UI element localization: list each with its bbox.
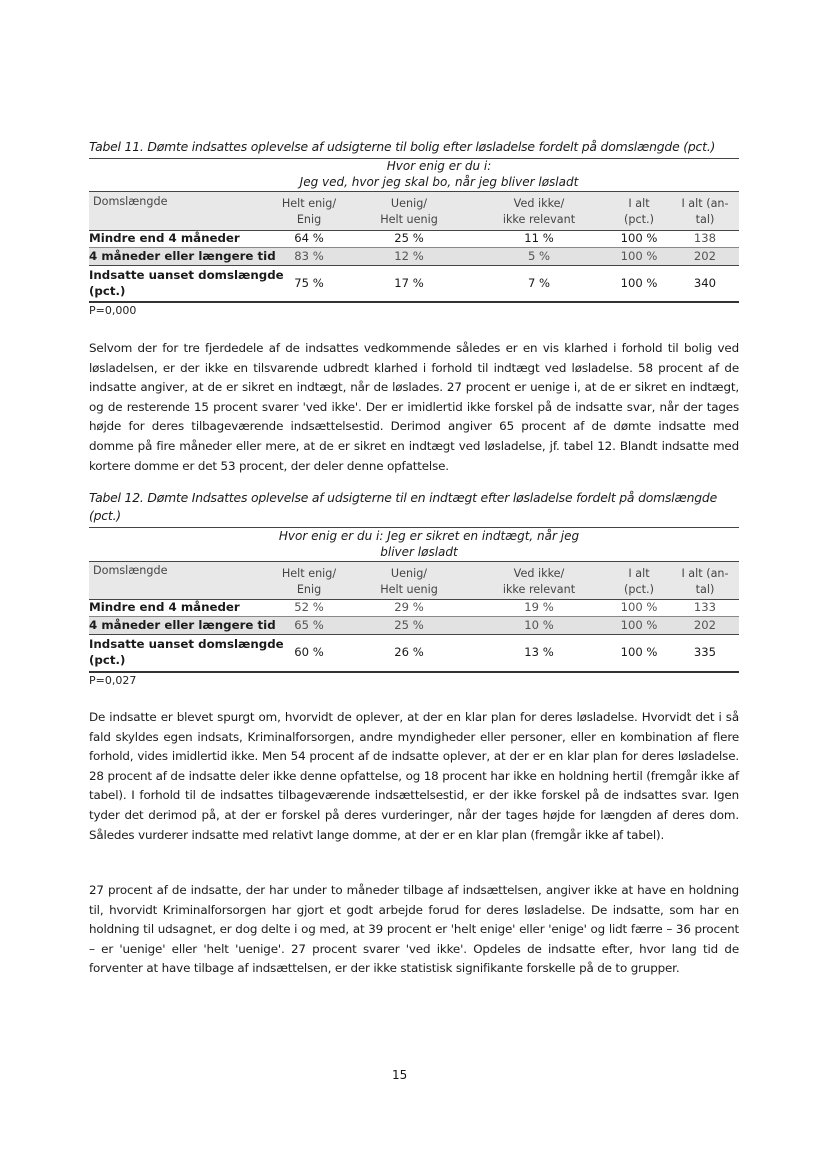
paragraph-1: Selvom der for tre fjerdedele af de indsattes vedkommende således er en vis klarhed i forhold til bolig ved løsladelsen, er der ikke en tilsvarende udbredt klarhed i forhold til indtægt ved løsladelse. 58 procent af de indsatte angiver, at de er sikret en indtægt, når de løslades. 27 procent er uenige i, at de er sikret en indtægt, og de resterende 15 procent svarer 'ved ikke'. Der er imidlertid ikke forskel på de indsatte svar, når der tages højde for deres tilbageværende indsættelsestid. Derimod angiver 65 procent af de dømte indsatte med domme på fire måneder eller mere, at de er sikret en indtægt ved løsladelse, jf. tabel 12. Blandt indsatte med kortere domme er det 53 procent, der deler denne opfattelse. [89,341,739,473]
table11-row-header: Domslængde [93,195,168,208]
table11-row2-val3: 5 % [527,249,551,263]
table12-bottom-rule [89,671,739,673]
table11-total-val4: 100 % [620,276,658,290]
table11-row1-label: Mindre end 4 måneder [89,231,240,245]
table12-row-rule [89,634,739,635]
table12 [89,526,739,676]
table11-col3-line2: ikke relevant [502,213,576,226]
page-number: 15 [392,1068,408,1082]
table11-total-val3: 7 % [527,276,551,290]
table12-total-val3: 13 % [524,645,554,659]
table11-total-label-2: (pct.) [89,284,126,298]
table11-row1-val2: 25 % [394,231,424,245]
table11-col2-line2: Helt uenig [380,213,438,226]
table11-col1-line1: Helt enig/ [281,197,337,210]
table12-pvalue: P=0,027 [89,674,137,687]
table11-row1-val3: 11 % [524,231,554,245]
table12-total-val2: 26 % [394,645,424,659]
table12-row1-val5: 133 [693,600,717,614]
table12-total-val1: 60 % [294,645,324,659]
table12-total-val5: 335 [693,645,717,659]
table11-row2-val5: 202 [693,249,717,263]
table12-col2-line1: Uenig/ [390,567,428,580]
table11-col5-line2: tal) [695,213,715,226]
paragraph-2: De indsatte er blevet spurgt om, hvorvidt de oplever, at der en klar plan for deres løsladelse. Hvorvidt det i så fald skyldes egen indsats, Kriminalforsorgen, andre myndigheder eller personer, eller en kombination af flere forhold, vides imidlertid ikke. Men 54 procent af de indsatte oplever, at der er en klar plan for deres løsladelse. 28 procent af de indsatte deler ikke denne opfattelse, og 18 procent har ikke en holdning hertil (fremgår ikke af tabel). I forhold til de indsattes tilbageværende indsættelsestid, er der ikke forskel på de indsattes svar. Igen tyder det derimod på, at der er forskel på deres vurderinger, når der tages højde for længden af deres dom. Således vurderer indsatte med relativt lange domme, at der er en klar plan (fremgår ikke af tabel). [89,710,739,842]
table12-col4-line1: I alt [628,567,650,580]
table11-caption: Tabel 11. Dømte indsattes oplevelse af udsigterne til bolig efter løsladelse fordelt på domslængde (pct.) [89,139,716,154]
table11-col4-line1: I alt [628,197,650,210]
table11-row1-val5: 138 [693,231,717,245]
table12-col3-line2: ikke relevant [502,583,576,596]
table12-row1-val3: 19 % [524,600,554,614]
table12-col5-line2: tal) [695,583,715,596]
table12-col1-line2: Enig [296,583,322,596]
table12-top-rule [89,527,739,528]
table11-pvalue: P=0,000 [89,304,137,317]
paragraph-3: 27 procent af de indsatte, der har under to måneder tilbage af indsættelsen, angiver ikke at have en holdning til, hvorvidt Kriminalforsorgen har gjort et godt arbejde forud for deres løsladelse. De indsatte, som har en holdning til udsagnet, er dog delte i og med, at 39 procent er 'helt enige' eller 'enige' og lidt færre – 36 procent – er 'uenige' eller 'helt 'uenige'. 27 procent svarer 'ved ikke'. Opdeles de indsatte efter, hvor lang tid de forventer at have tilbage af indsættelsen, er der ikke statistisk signifikante forskelle på de to grupper. [89,883,739,976]
table11-question-line2: Jeg ved, hvor jeg skal bo, når jeg bliver løsladt [299,175,579,189]
table12-row2-val2: 25 % [394,618,424,632]
table11-col2-line1: Uenig/ [390,197,428,210]
table11-row2-val4: 100 % [620,249,658,263]
table12-row-header: Domslængde [93,564,168,577]
table12-row2-label: 4 måneder eller længere tid [89,618,276,632]
table11-row1-val1: 64 % [294,231,324,245]
table11-col3-line1: Ved ikke/ [513,197,565,210]
table12-row1-val1: 52 % [294,600,324,614]
table11-total-val2: 17 % [394,276,424,290]
table12-question-line1: Hvor enig er du i: Jeg er sikret en indtægt, når jeg [278,529,580,543]
table12-row1-val2: 29 % [394,600,424,614]
table11-col5-line1: I alt (an- [681,197,729,210]
table11-bottom-rule [89,301,739,303]
table12-total-label-2: (pct.) [89,653,126,667]
table12-col1-line1: Helt enig/ [281,567,337,580]
table12-row2-val1: 65 % [294,618,324,632]
table11-total-val1: 75 % [294,276,324,290]
table11-row2-label: 4 måneder eller længere tid [89,249,276,263]
table12-col3-line1: Ved ikke/ [513,567,565,580]
table12-col2-line2: Helt uenig [380,583,438,596]
table11-total-val5: 340 [693,276,717,290]
table11-row2-val2: 12 % [394,249,424,263]
table12-row1-label: Mindre end 4 måneder [89,600,240,614]
table11-col1-line2: Enig [296,213,322,226]
table12-col5-line1: I alt (an- [681,567,729,580]
table12-row2-val5: 202 [693,618,717,632]
table12-row1-val4: 100 % [620,600,658,614]
table11 [89,157,739,307]
table12-question-line2: bliver løsladt [380,545,458,559]
table12-col4-line2: (pct.) [624,583,654,596]
table11-row1-val4: 100 % [620,231,658,245]
table11-col4-line2: (pct.) [624,213,654,226]
table11-total-label-1: Indsatte uanset domslængde [89,268,284,282]
table12-caption: Tabel 12. Dømte Indsattes oplevelse af udsigterne til en indtægt efter løsladelse fordelt på domslængde (pct.) [89,490,718,523]
table11-row-rule [89,265,739,266]
table11-question-line1: Hvor enig er du i: [386,159,492,173]
table12-total-label-1: Indsatte uanset domslængde [89,637,284,651]
table12-row2-val4: 100 % [620,618,658,632]
table11-row2-val1: 83 % [294,249,324,263]
table12-row2-val3: 10 % [524,618,554,632]
table12-total-val4: 100 % [620,645,658,659]
